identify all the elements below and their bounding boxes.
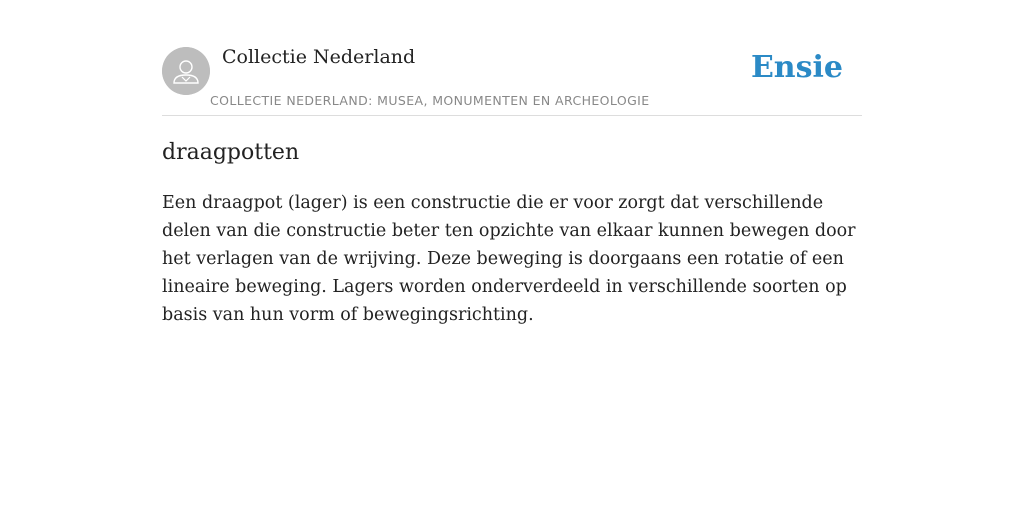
entry-body: Een draagpot (lager) is een constructie die er voor zorgt dat verschillende delen van die constructie beter ten opzichte van elkaar kunnen bewegen door het verlagen van de wrijving. Deze beweging is doorgaans een rotatie of een lineaire beweging. Lagers worden onderverdeeld in verschillende soorten op basis van hun vorm of bewegingsrichting. bbox=[162, 193, 856, 325]
ensie-logo-link[interactable]: Ensie bbox=[750, 50, 843, 85]
entry-card bbox=[162, 40, 862, 329]
entry-header bbox=[162, 40, 862, 116]
source-label[interactable]: COLLECTIE NEDERLAND: MUSEA, MONUMENTEN EN ARCHEOLOGIE bbox=[210, 93, 650, 108]
author-name[interactable]: Collectie Nederland bbox=[222, 46, 416, 68]
entry-title: draagpotten bbox=[162, 140, 300, 165]
user-avatar-icon[interactable] bbox=[162, 47, 210, 95]
